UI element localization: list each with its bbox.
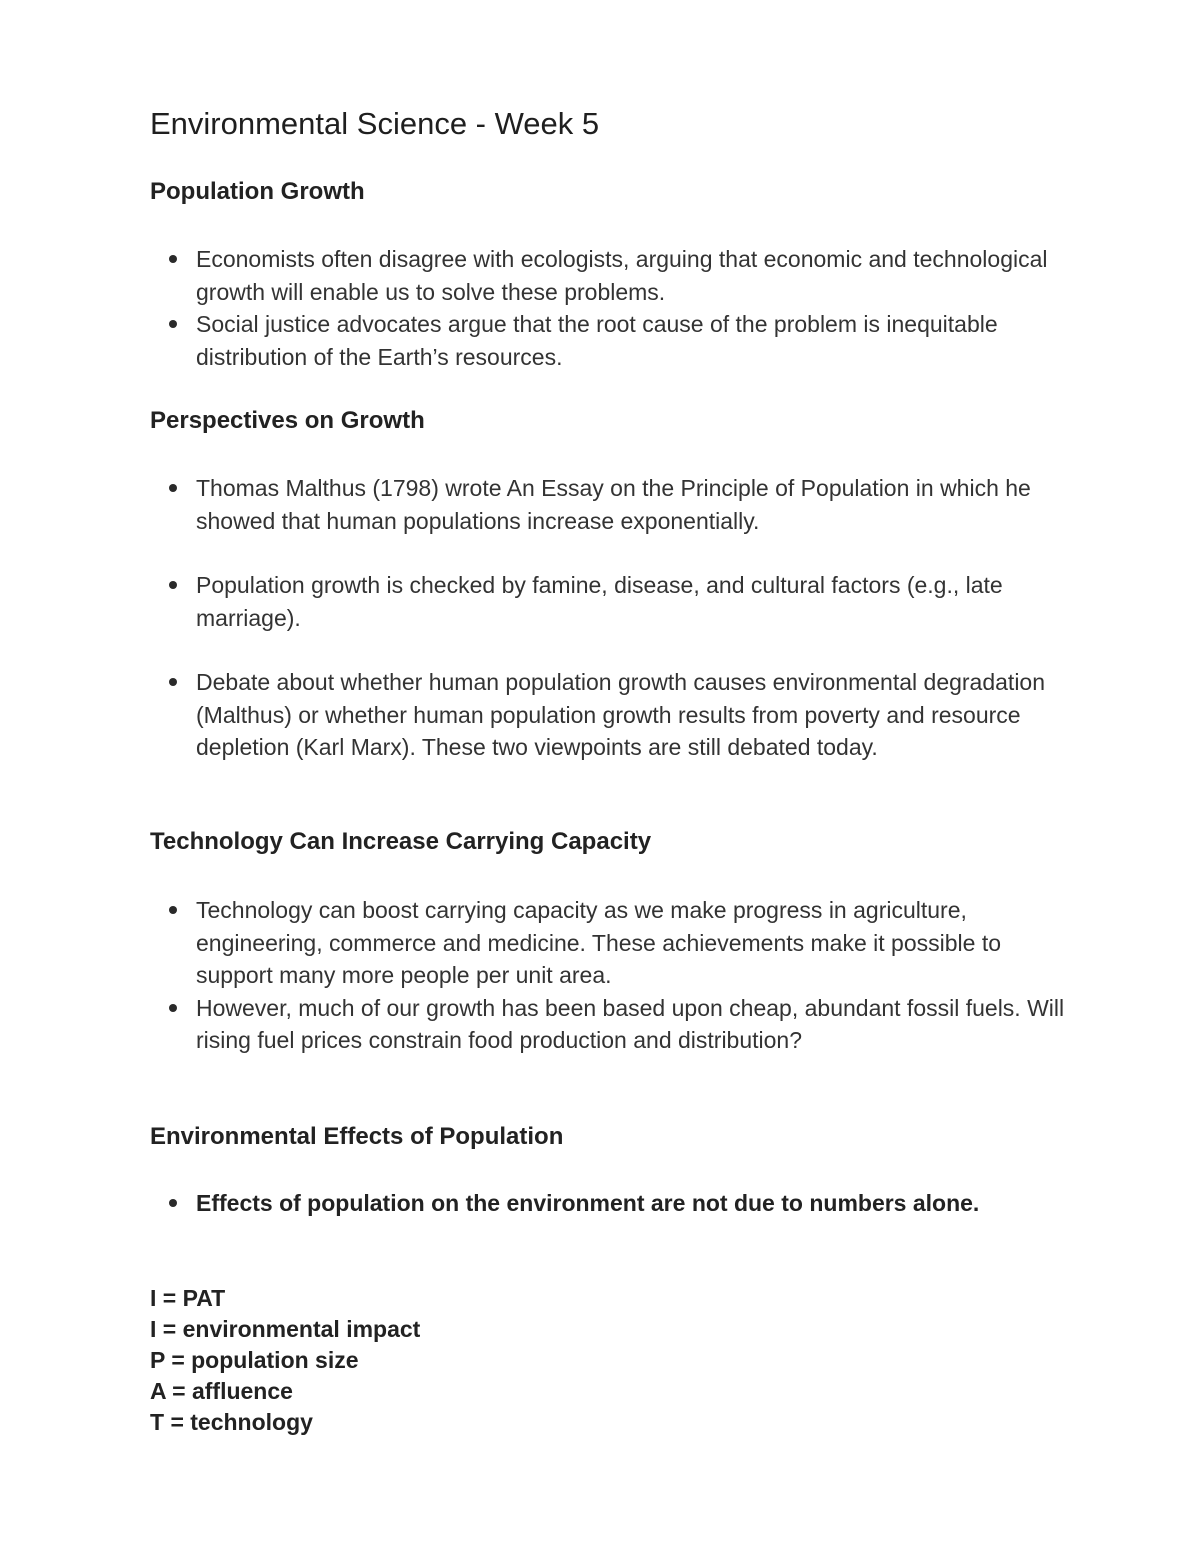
formula-line: I = environmental impact [150,1316,421,1342]
formula-line: I = PAT [150,1285,226,1311]
list-item-text: Technology can boost carrying capacity as we make progress in agriculture, engineering, commerce and medicine. These achievements make it possible to support many more people per unit area. [196,897,1001,988]
list-item-text: Population growth is checked by famine, disease, and cultural factors (e.g., late marriage). [196,572,1003,631]
bullet-list-environmental-effects [150,1187,1070,1220]
section-heading-population-growth: Population Growth [150,178,365,205]
list-item-text: Social justice advocates argue that the root cause of the problem is inequitable distribution of the Earth’s resources. [196,311,998,370]
list-item [150,243,1070,308]
list-item-text: Economists often disagree with ecologists, arguing that economic and technological growth will enable us to solve these problems. [196,246,1048,305]
bullet-icon [169,581,177,589]
list-item [150,1187,1070,1220]
document-title: Environmental Science - Week 5 [150,106,600,141]
formula-line: T = technology [150,1409,313,1435]
formula-line: A = affluence [150,1378,293,1404]
bullet-icon [169,1004,177,1012]
bullet-icon [169,906,177,914]
bullet-icon [169,320,177,328]
bullet-list-technology-carrying-capacity [150,894,1070,1057]
list-item-text: Debate about whether human population growth causes environmental degradation (Malthus) or whether human population growth results from poverty and resource depletion (Karl Marx). These two viewpoints are still debated today. [196,669,1046,760]
section-heading-technology-carrying-capacity: Technology Can Increase Carrying Capacity [150,828,652,855]
list-item [150,569,1070,634]
list-item-text: Thomas Malthus (1798) wrote An Essay on the Principle of Population in which he showed that human populations increase exponentially. [196,475,1031,534]
list-item [150,894,1070,992]
bullet-list-perspectives-on-growth [150,472,1070,764]
bullet-icon [169,1199,177,1207]
bullet-list-population-growth [150,243,1070,373]
bullet-icon [169,484,177,492]
section-heading-perspectives-on-growth: Perspectives on Growth [150,407,425,434]
ipat-formula-block [150,1283,420,1438]
list-item [150,666,1070,764]
section-heading-environmental-effects: Environmental Effects of Population [150,1123,564,1150]
list-item [150,308,1070,373]
list-item [150,992,1070,1057]
list-item-text: However, much of our growth has been based upon cheap, abundant fossil fuels. Will rising fuel prices constrain food production and distribution? [196,994,1065,1053]
list-item-text: Effects of population on the environment are not due to numbers alone. [196,1190,980,1216]
bullet-icon [169,255,177,263]
bullet-icon [169,678,177,686]
formula-line: P = population size [150,1347,359,1373]
list-item [150,472,1070,537]
